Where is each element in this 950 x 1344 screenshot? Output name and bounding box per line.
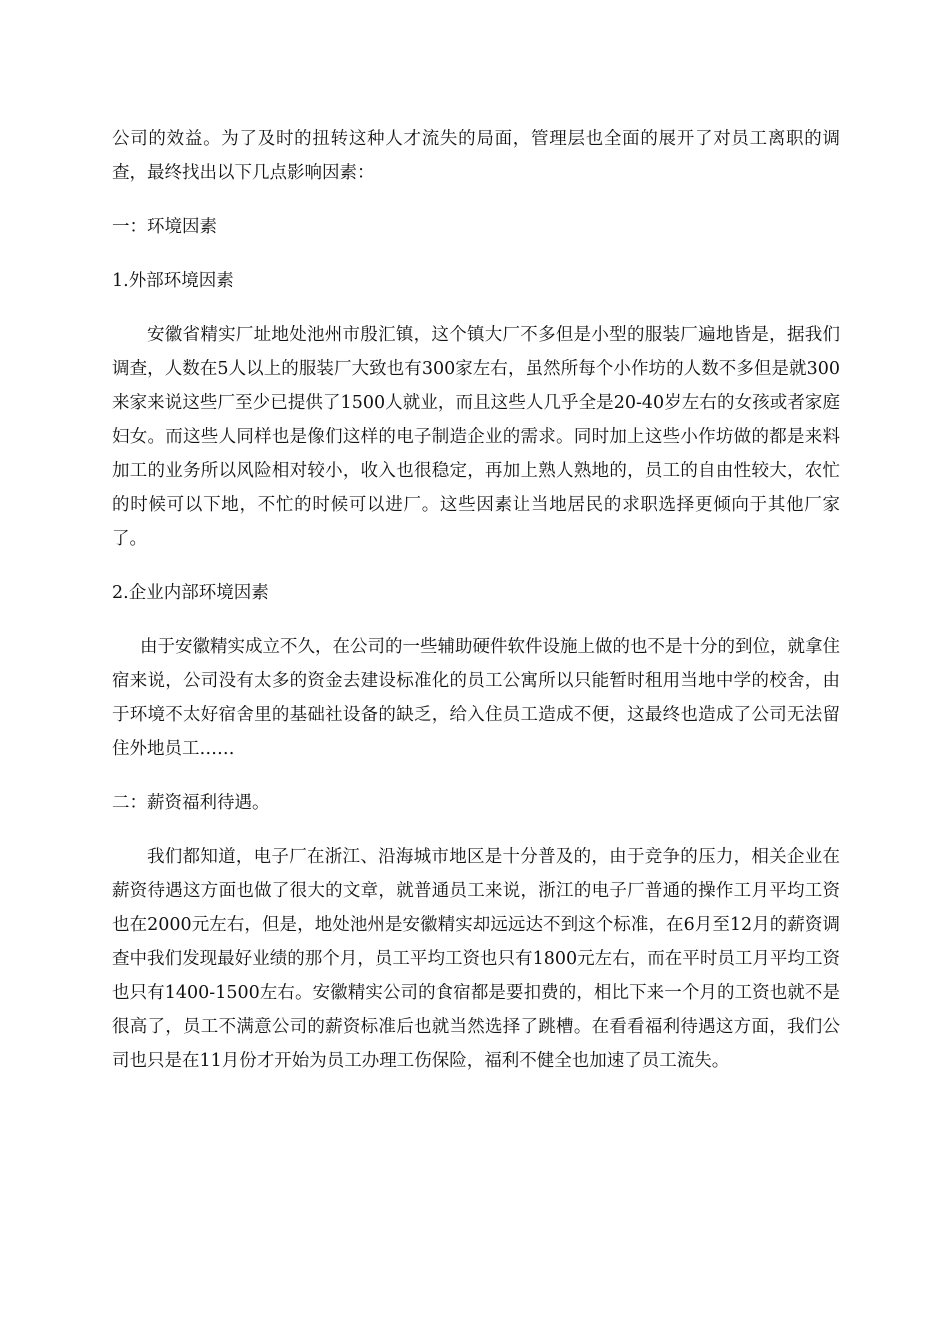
paragraph-salary-benefits: 我们都知道，电子厂在浙江、沿海城市地区是十分普及的，由于竞争的压力，相关企业在薪资待遇这方面也做了很大的文章，就普通员工来说，浙江的电子厂普通的操作工月平均工资也在2000元左右，但是，地处池州是安徽精实却远远达不到这个标准，在6月至12月的薪资调查中我们发现最好业绩的那个月，员工平均工资也只有1800元左右，而在平时员工月平均工资也只有1400-1500左右。安徽精实公司的食宿都是要扣费的，相比下来一个月的工资也就不是很高了，员工不满意公司的薪资标准后也就当然选择了跳槽。在看看福利待遇这方面，我们公司也只是在11月份才开始为员工办理工伤保险，福利不健全也加速了员工流失。 xyxy=(112,847,840,1071)
section-heading-salary-benefits: 二：薪资福利待遇。 xyxy=(112,793,270,813)
subsection-heading-external: 1.外部环境因素 xyxy=(112,271,234,291)
paragraph-intro: 公司的效益。为了及时的扭转这种人才流失的局面，管理层也全面的展开了对员工离职的调查，最终找出以下几点影响因素： xyxy=(112,129,840,183)
paragraph-external-environment: 安徽省精实厂址地处池州市殷汇镇，这个镇大厂不多但是小型的服装厂遍地皆是，据我们调查，人数在5人以上的服装厂大致也有300家左右，虽然所每个小作坊的人数不多但是就300来家来说这些厂至少已提供了1500人就业，而且这些人几乎全是20-40岁左右的女孩或者家庭妇女。而这些人同样也是像们这样的电子制造企业的需求。同时加上这些小作坊做的都是来料加工的业务所以风险相对较小，收入也很稳定，再加上熟人熟地的，员工的自由性较大，农忙的时候可以下地，不忙的时候可以进厂。这些因素让当地居民的求职选择更倾向于其他厂家了。 xyxy=(112,325,840,549)
paragraph-internal-environment: 由于安徽精实成立不久，在公司的一些辅助硬件软件设施上做的也不是十分的到位，就拿住宿来说，公司没有太多的资金去建设标准化的员工公寓所以只能暂时租用当地中学的校舍，由于环境不太好宿舍里的基础社设备的缺乏，给入住员工造成不便，这最终也造成了公司无法留住外地员工…… xyxy=(112,637,840,759)
subsection-heading-internal: 2.企业内部环境因素 xyxy=(112,583,269,603)
section-heading-environment: 一：环境因素 xyxy=(112,217,217,237)
document-body xyxy=(112,122,840,1078)
